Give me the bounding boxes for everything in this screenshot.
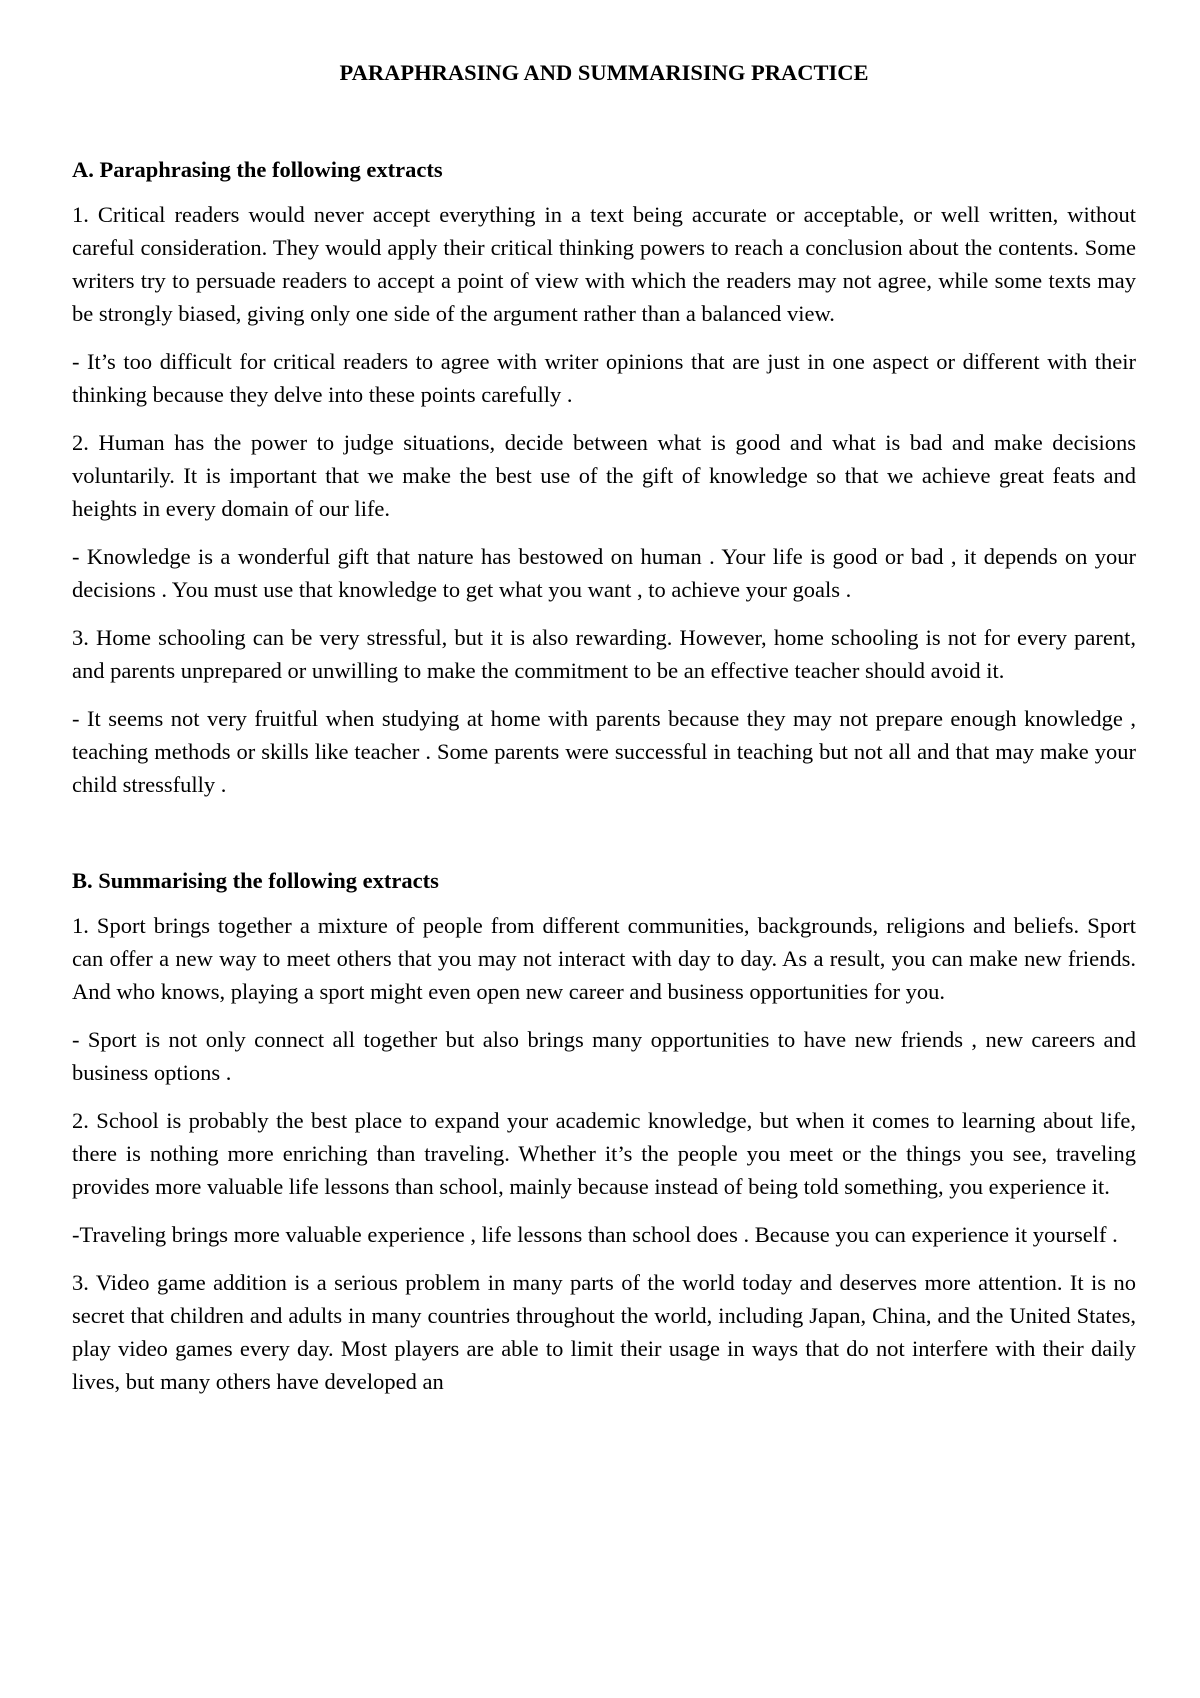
answer-paragraph: - Sport is not only connect all together but also brings many opportunities to have new friends , new careers and business options . <box>72 1027 1136 1085</box>
section-a-heading: A. Paraphrasing the following extracts <box>72 157 443 182</box>
section-paraphrasing <box>72 153 1136 801</box>
section-b-heading: B. Summarising the following extracts <box>72 868 439 893</box>
answer-paragraph: - Knowledge is a wonderful gift that nature has bestowed on human . Your life is good or bad , it depends on your decisions . You must use that knowledge to get what you want , to achieve your goals . <box>72 544 1136 602</box>
section-summarising <box>72 864 1136 1398</box>
document-title: PARAPHRASING AND SUMMARISING PRACTICE <box>339 60 869 85</box>
answer-paragraph: - It’s too difficult for critical readers to agree with writer opinions that are just in one aspect or different with their thinking because they delve into these points carefully . <box>72 349 1136 407</box>
extract-paragraph: 3. Video game addition is a serious problem in many parts of the world today and deserves more attention. It is no secret that children and adults in many countries throughout the world, including Japan, China, and the United States, play video games every day. Most players are able to limit their usage in ways that do not interfere with their daily lives, but many others have developed an <box>72 1270 1136 1394</box>
extract-paragraph: 1. Critical readers would never accept everything in a text being accurate or acceptable, or well written, without careful consideration. They would apply their critical thinking powers to reach a conclusion about the contents. Some writers try to persuade readers to accept a point of view with which the readers may not agree, while some texts may be strongly biased, giving only one side of the argument rather than a balanced view. <box>72 202 1136 326</box>
extract-paragraph: 2. School is probably the best place to expand your academic knowledge, but when it comes to learning about life, there is nothing more enriching than traveling. Whether it’s the people you meet or the things you see, traveling provides more valuable life lessons than school, mainly because instead of being told something, you experience it. <box>72 1108 1136 1199</box>
extract-paragraph: 1. Sport brings together a mixture of people from different communities, backgrounds, religions and beliefs. Sport can offer a new way to meet others that you may not interact with day to day. As a result, you can make new friends. And who knows, playing a sport might even open new career and business opportunities for you. <box>72 913 1136 1004</box>
extract-paragraph: 2. Human has the power to judge situations, decide between what is good and what is bad and make decisions voluntarily. It is important that we make the best use of the gift of knowledge so that we achieve great feats and heights in every domain of our life. <box>72 430 1136 521</box>
answer-paragraph: - It seems not very fruitful when studying at home with parents because they may not prepare enough knowledge , teaching methods or skills like teacher . Some parents were successful in teaching but not all and that may make your child stressfully . <box>72 706 1136 797</box>
answer-paragraph: -Traveling brings more valuable experience , life lessons than school does . Because you can experience it yourself . <box>72 1222 1118 1247</box>
section-spacer <box>72 816 1136 864</box>
document-body <box>72 56 1136 1413</box>
extract-paragraph: 3. Home schooling can be very stressful, but it is also rewarding. However, home schooling is not for every parent, and parents unprepared or unwilling to make the commitment to be an effective teacher should avoid it. <box>72 625 1136 683</box>
